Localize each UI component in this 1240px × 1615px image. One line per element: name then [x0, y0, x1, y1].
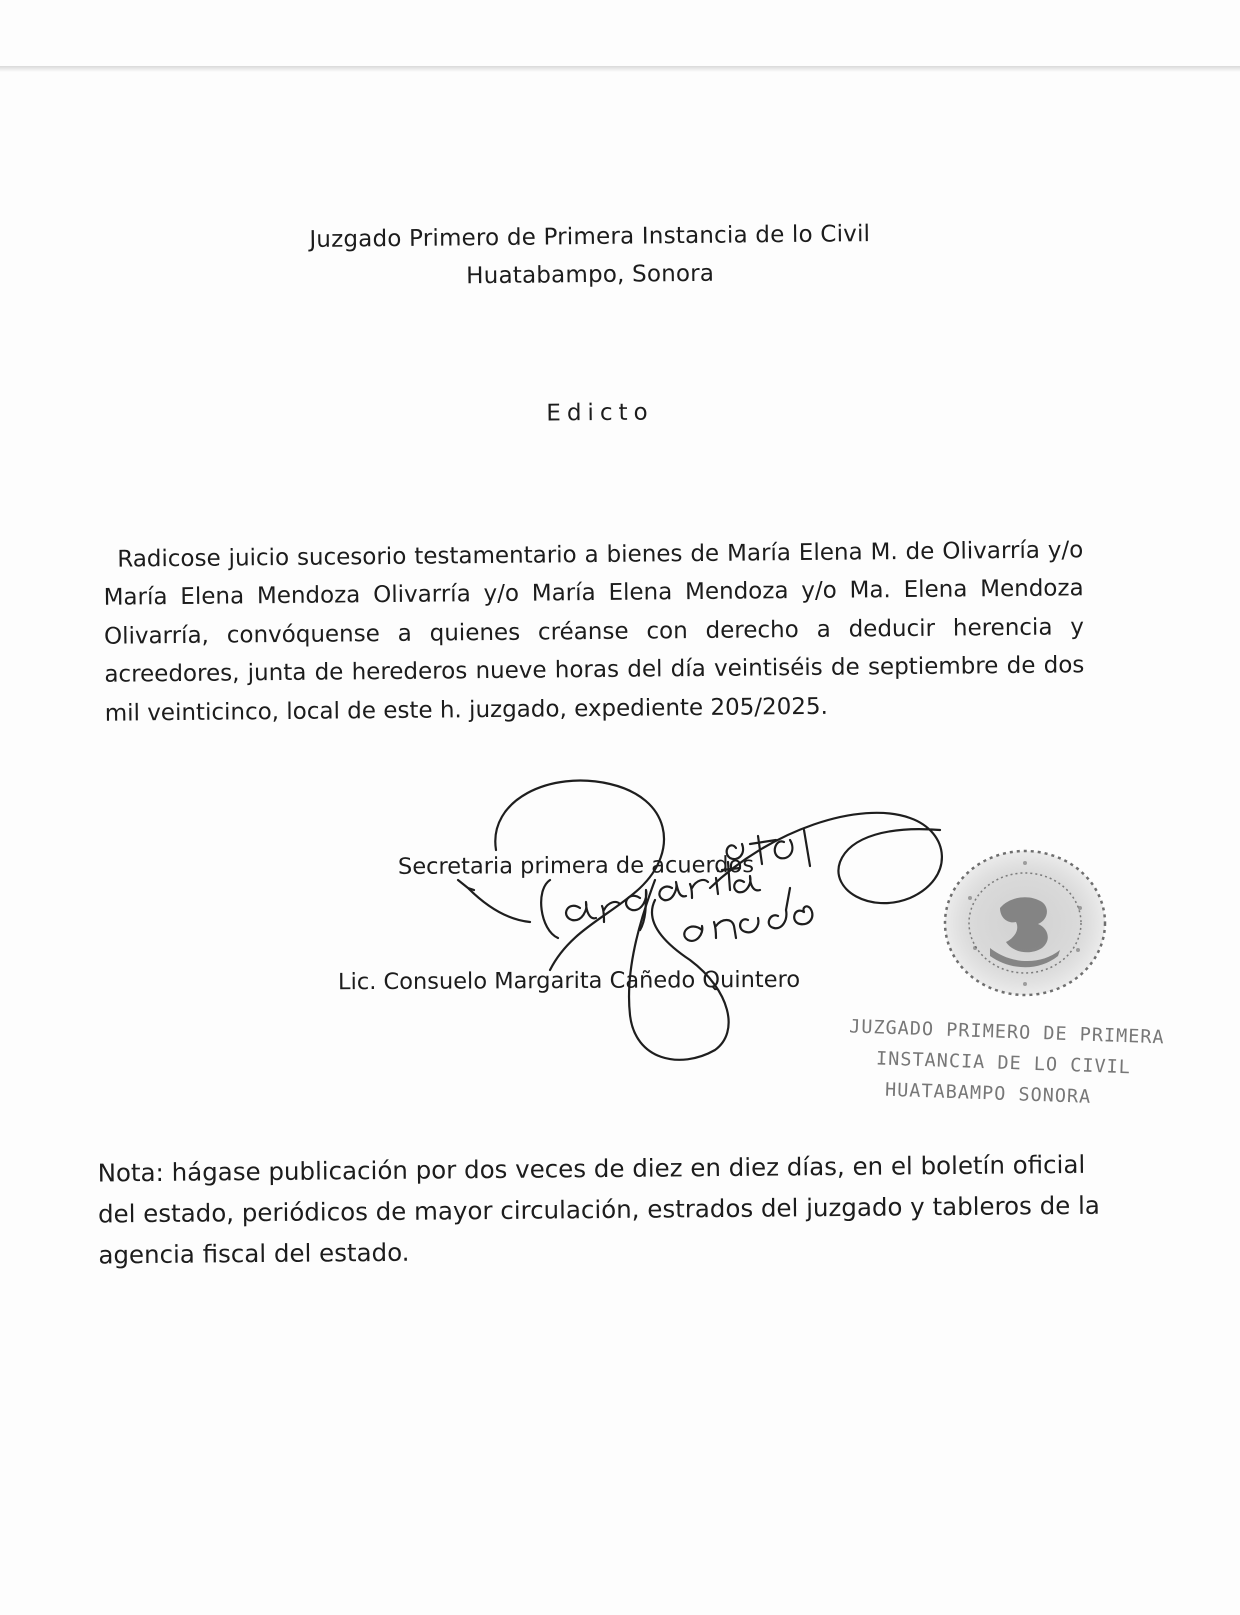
signature-name: Lic. Consuelo Margarita Cañedo Quintero	[337, 966, 801, 996]
court-name: Juzgado Primero de Primera Instancia de lo Civil	[309, 221, 871, 253]
scan-edge	[0, 66, 1240, 72]
signature-role: Secretaria primera de acuerdos	[397, 852, 755, 880]
court-header	[200, 214, 981, 298]
stamp-line-1: JUZGADO PRIMERO DE PRIMERA	[848, 1016, 1165, 1049]
edict-body: Radicose juicio sucesorio testamentario a bienes de María Elena M. de Olivarría y/o María Elena Mendoza Olivarría y/o María Elena Mendoza y/o Ma. Elena Mendoza Olivarría, convóquense a quienes créanse con derecho a deducir herencia y acreedores, junta de herederos nueve horas del día veintiséis de septiembre de dos mil veinticinco, local de este h. juzgado, expediente 205/2025.	[103, 537, 1085, 727]
stamp-line-2: INSTANCIA DE LO CIVIL	[875, 1048, 1132, 1079]
publication-note: Nota: hágase publicación por dos veces de diez en diez días, en el boletín oficial del estado, periódicos de mayor circulación, estrados del juzgado y tableros de la agencia fiscal del estado.	[97, 1149, 1100, 1270]
court-location: Huatabampo, Sonora	[466, 260, 715, 290]
stamp-line-3: HUATABAMPO SONORA	[884, 1079, 1092, 1108]
document-title: Edicto	[546, 399, 654, 427]
court-seal	[930, 838, 1120, 1008]
court-stamp	[846, 1011, 1229, 1117]
